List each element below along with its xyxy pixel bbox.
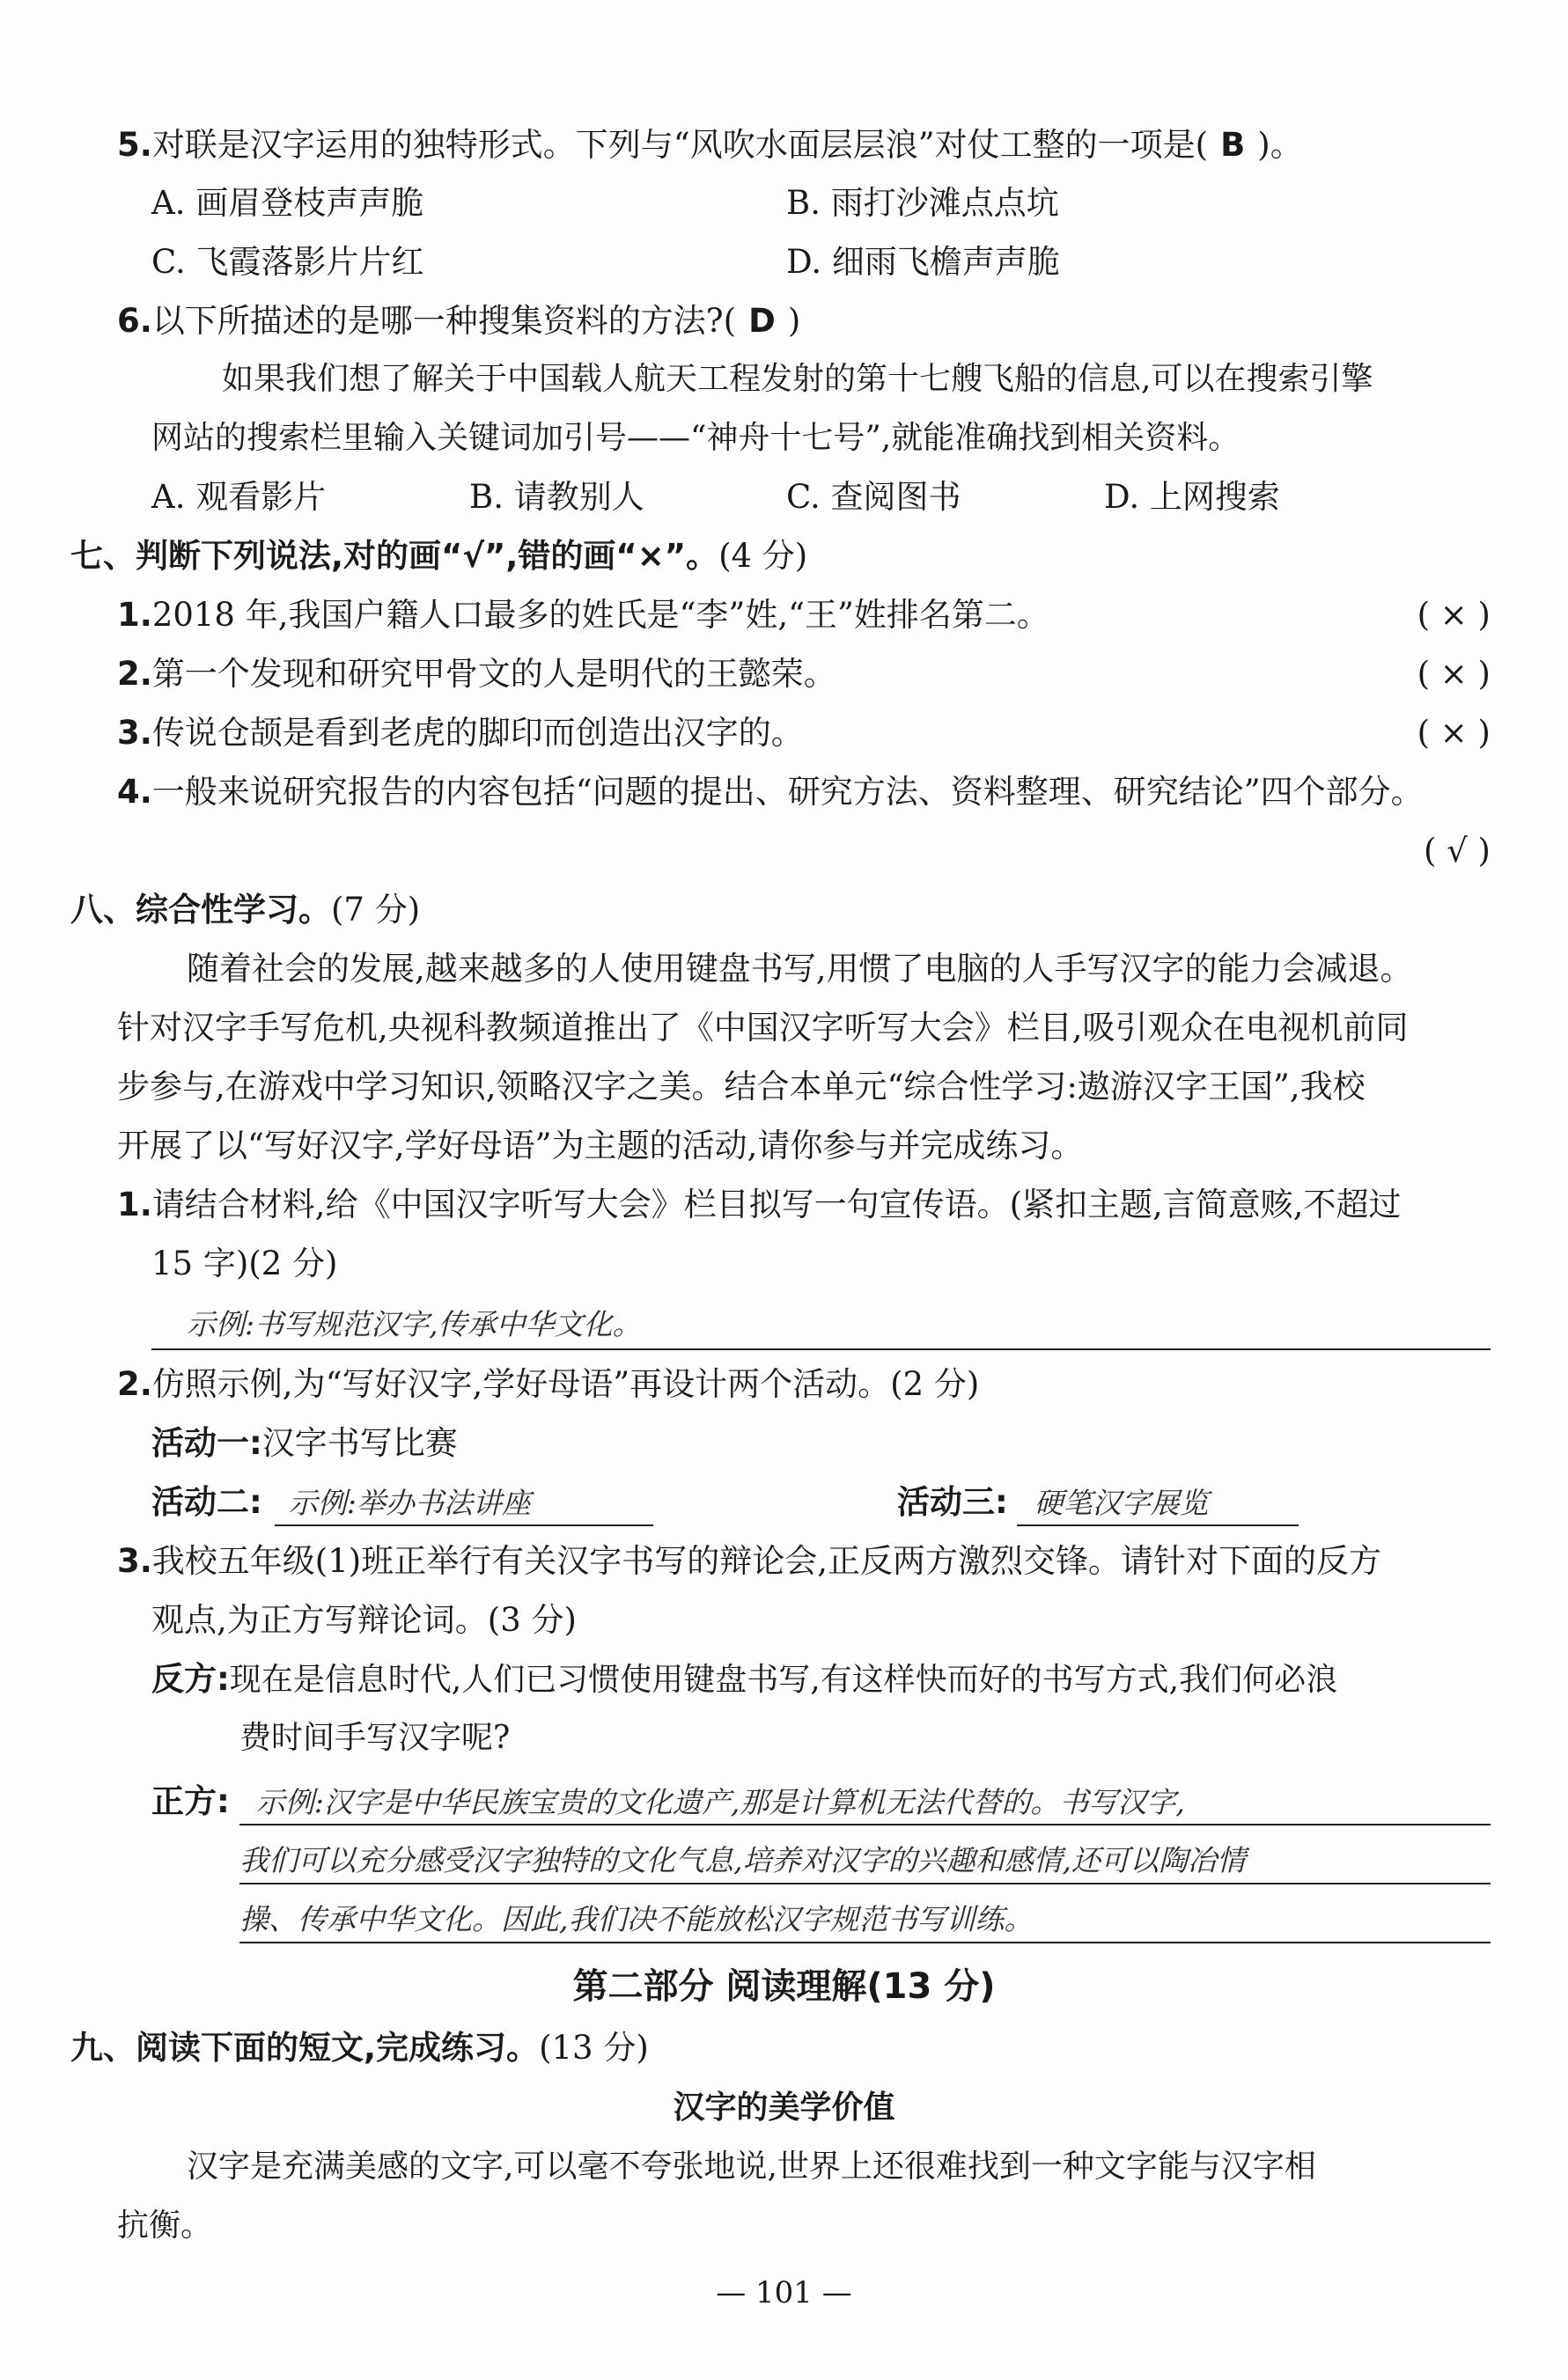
section7-item-4 — [117, 770, 1424, 814]
con-line2: 费时间手写汉字呢? — [239, 1720, 511, 1756]
activity-2-answer: 示例:举办书法讲座 — [288, 1486, 531, 1520]
q6-text-after: ) — [787, 302, 801, 340]
activity-3-answer: 硬笔汉字展览 — [1034, 1486, 1209, 1520]
q6-answer: D — [748, 302, 776, 340]
q5-text-after: )。 — [1257, 126, 1303, 164]
part2-title: 第二部分 阅读理解(13 分) — [572, 1966, 996, 2007]
section7-item-2 — [117, 652, 836, 696]
section7-heading — [70, 534, 807, 578]
section9-score: (13 分) — [539, 2029, 649, 2067]
section8-q1-line1: 请结合材料,给《中国汉字听写大会》栏目拟写一句宣传语。(紧扣主题,言简意赅,不超过 — [151, 1186, 1402, 1223]
section7-item-1 — [117, 593, 1049, 637]
section8-q1-stem — [117, 1183, 1402, 1227]
pro-label: 正方: — [151, 1782, 230, 1820]
section7-title: 七、判断下列说法,对的画“√”,错的画“×”。 — [70, 537, 719, 575]
pro-line2: 我们可以充分感受汉字独特的文化气息,培养对汉字的兴趣和感情,还可以陶冶情 — [239, 1843, 1246, 1877]
q5-option-a: A. 画眉登枝声声脆 — [151, 184, 424, 222]
q5-answer: B — [1220, 126, 1246, 164]
section7-item-3-text: 传说仓颉是看到老虎的脚印而创造出汉字的。 — [151, 714, 804, 752]
section8-intro-line4: 开展了以“写好汉字,学好母语”为主题的活动,请你参与并完成练习。 — [117, 1127, 1084, 1164]
pro-line1: 示例:汉字是中华民族宝贵的文化遗产,那是计算机无法代替的。书写汉字, — [255, 1785, 1185, 1819]
section8-con-line1-row — [151, 1657, 1337, 1702]
section8-q1-number: 1. — [117, 1186, 152, 1223]
q6-passage-line2: 网站的搜索栏里输入关键词加引号——“神舟十七号”,就能准确找到相关资料。 — [151, 420, 1240, 456]
section8-score: (7 分) — [331, 891, 421, 929]
section8-heading — [70, 888, 420, 932]
section8-intro-line2: 针对汉字手写危机,央视科教频道推出了《中国汉字听写大会》栏目,吸引观众在电视机前同 — [117, 1009, 1409, 1047]
section8-intro-line3: 步参与,在游戏中学习知识,领略汉字之美。结合本单元“综合性学习:遨游汉字王国”,我校 — [117, 1068, 1366, 1106]
section8-q1-line2: 15 字)(2 分) — [151, 1245, 338, 1282]
section7-item-3 — [117, 711, 804, 755]
q6-number: 6. — [117, 302, 152, 340]
q5-option-c: C. 飞霞落影片片红 — [151, 243, 424, 281]
section8-activity-1 — [151, 1421, 458, 1465]
section7-item-2-text: 第一个发现和研究甲骨文的人是明代的王懿荣。 — [151, 655, 836, 693]
q5-number: 5. — [117, 126, 152, 164]
activity-2-label: 活动二: — [151, 1483, 262, 1521]
pro-answer-line-2 — [239, 1883, 1491, 1884]
q5-option-b: B. 雨打沙滩点点坑 — [786, 184, 1059, 222]
section7-score: (4 分) — [718, 537, 808, 575]
article-line2: 抗衡。 — [117, 2207, 213, 2244]
section7-item-3-number: 3. — [117, 714, 152, 752]
activity-3-label: 活动三: — [897, 1483, 1008, 1521]
q6-text-before: 以下所描述的是哪一种搜集资料的方法?( — [151, 302, 737, 340]
article-title: 汉字的美学价值 — [673, 2090, 895, 2126]
q6-option-a: A. 观看影片 — [151, 478, 327, 516]
page-number: — 101 — — [716, 2275, 852, 2310]
section7-item-3-mark: ( × ) — [1417, 714, 1491, 752]
pro-answer-line-1 — [239, 1824, 1491, 1825]
section8-q3-number: 3. — [117, 1542, 152, 1580]
section7-item-4-mark: ( √ ) — [1424, 832, 1491, 870]
pro-answer-line-3 — [239, 1942, 1491, 1943]
pro-line3: 操、传承中华文化。因此,我们决不能放松汉字规范书写训练。 — [239, 1902, 1034, 1936]
section7-item-1-mark: ( × ) — [1417, 596, 1491, 634]
q6-option-d: D. 上网搜索 — [1104, 478, 1280, 516]
section8-q3-stem — [117, 1539, 1381, 1583]
q6-option-b: B. 请教别人 — [469, 478, 644, 516]
section7-item-4-number: 4. — [117, 773, 152, 811]
section8-q1-answer: 示例:书写规范汉字,传承中华文化。 — [187, 1307, 642, 1341]
section8-q3-line2: 观点,为正方写辩论词。(3 分) — [151, 1601, 577, 1639]
con-label: 反方: — [151, 1660, 230, 1698]
section8-q3-line1: 我校五年级(1)班正举行有关汉字书写的辩论会,正反两方激烈交锋。请针对下面的反方 — [151, 1542, 1381, 1580]
q6-option-c: C. 查阅图书 — [786, 478, 961, 516]
activity-1-label: 活动一: — [151, 1424, 262, 1462]
con-line1: 现在是信息时代,人们已习惯使用键盘书写,有这样快而好的书写方式,我们何必浪 — [229, 1662, 1338, 1698]
section7-item-4-text: 一般来说研究报告的内容包括“问题的提出、研究方法、资料整理、研究结论”四个部分。 — [151, 773, 1424, 811]
q6-stem — [117, 299, 800, 343]
section7-item-2-mark: ( × ) — [1417, 655, 1491, 693]
q5-stem — [117, 123, 1303, 167]
article-line1: 汉字是充满美感的文字,可以毫不夸张地说,世界上还很难找到一种文字能与汉字相 — [187, 2149, 1316, 2185]
section7-item-1-text: 2018 年,我国户籍人口最多的姓氏是“李”姓,“王”姓排名第二。 — [151, 596, 1049, 634]
q6-passage-line1: 如果我们想了解关于中国载人航天工程发射的第十七艘飞船的信息,可以在搜索引擎 — [222, 361, 1373, 397]
section7-item-2-number: 2. — [117, 655, 152, 693]
section7-item-1-number: 1. — [117, 596, 152, 634]
q5-option-d: D. 细雨飞檐声声脆 — [786, 243, 1060, 281]
section8-activity-2 — [151, 1480, 531, 1525]
section8-title: 八、综合性学习。 — [70, 891, 331, 929]
section8-intro-line1: 随着社会的发展,越来越多的人使用键盘书写,用惯了电脑的人手写汉字的能力会减退。 — [187, 950, 1413, 988]
section8-q1-answer-line — [151, 1348, 1491, 1350]
section9-heading — [70, 2026, 649, 2070]
section8-q2-text: 仿照示例,为“写好汉字,学好母语”再设计两个活动。(2 分) — [151, 1365, 980, 1403]
activity-1-text: 汉字书写比赛 — [261, 1424, 458, 1462]
section8-q2-number: 2. — [117, 1365, 152, 1403]
section8-pro-line1-row — [151, 1780, 1185, 1825]
section9-title: 九、阅读下面的短文,完成练习。 — [70, 2029, 540, 2067]
activity-3-answer-line — [1017, 1524, 1299, 1526]
section8-activity-3 — [897, 1480, 1209, 1525]
q5-text-before: 对联是汉字运用的独特形式。下列与“风吹水面层层浪”对仗工整的一项是( — [151, 126, 1209, 164]
activity-2-answer-line — [275, 1524, 653, 1526]
section8-q2-stem — [117, 1363, 979, 1407]
